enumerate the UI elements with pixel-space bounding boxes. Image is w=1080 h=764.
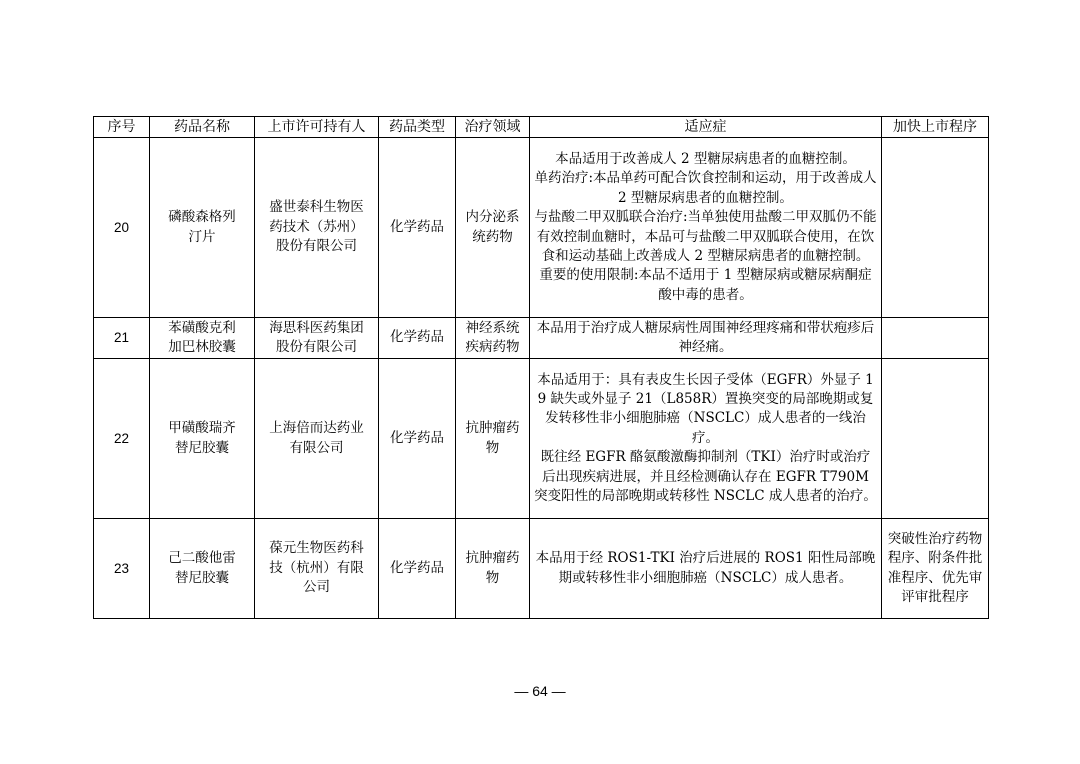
expedited-program xyxy=(882,138,989,318)
drug-type: 化学药品 xyxy=(379,359,456,519)
header-serial-number: 序号 xyxy=(94,117,150,138)
header-indication: 适应症 xyxy=(530,117,882,138)
table-row xyxy=(94,138,989,318)
indication-paragraph: 本品适用于：具有表皮生长因子受体（EGFR）外显子 19 缺失或外显子 21（L858R）置换突变的局部晚期或复发转移性非小细胞肺癌（NSCLC）成人患者的一线治疗。 xyxy=(537,371,874,446)
indication-paragraph: 单药治疗:本品单药可配合饮食控制和运动，用于改善成人 2 型糖尿病患者的血糖控制。 xyxy=(534,170,877,206)
serial-number: 20 xyxy=(94,138,150,318)
table-row xyxy=(94,519,989,619)
indication-paragraph: 本品用于经 ROS1-TKI 治疗后进展的 ROS1 阳性局部晚期或转移性非小细胞肺癌（NSCLC）成人患者。 xyxy=(535,550,876,586)
drug-type: 化学药品 xyxy=(379,318,456,359)
header-therapeutic-area: 治疗领域 xyxy=(456,117,530,138)
drug-name: 苯磺酸克利加巴林胶囊 xyxy=(150,318,255,359)
therapeutic-area: 内分泌系统药物 xyxy=(456,138,530,318)
license-holder: 上海倍而达药业有限公司 xyxy=(255,359,379,519)
therapeutic-area: 抗肿瘤药物 xyxy=(456,519,530,619)
table-header-row xyxy=(94,117,989,138)
header-expedited-program: 加快上市程序 xyxy=(882,117,989,138)
indication-paragraph: 本品用于治疗成人糖尿病性周围神经理疼痛和带状疱疹后神经痛。 xyxy=(536,319,875,355)
drug-name: 己二酸他雷替尼胶囊 xyxy=(150,519,255,619)
license-holder: 葆元生物医药科技（杭州）有限公司 xyxy=(255,519,379,619)
therapeutic-area: 神经系统疾病药物 xyxy=(456,318,530,359)
header-license-holder: 上市许可持有人 xyxy=(255,117,379,138)
expedited-program: 突破性治疗药物程序、附条件批准程序、优先审评审批程序 xyxy=(882,519,989,619)
drug-name: 磷酸森格列汀片 xyxy=(150,138,255,318)
table-row xyxy=(94,318,989,359)
serial-number: 21 xyxy=(94,318,150,359)
serial-number: 22 xyxy=(94,359,150,519)
page-number: — 64 — xyxy=(514,683,566,699)
license-holder: 海思科医药集团股份有限公司 xyxy=(255,318,379,359)
expedited-program xyxy=(882,359,989,519)
indication xyxy=(530,138,882,318)
expedited-program xyxy=(882,318,989,359)
therapeutic-area: 抗肿瘤药物 xyxy=(456,359,530,519)
table-row xyxy=(94,359,989,519)
license-holder: 盛世泰科生物医药技术（苏州）股份有限公司 xyxy=(255,138,379,318)
indication-paragraph: 与盐酸二甲双胍联合治疗:当单独使用盐酸二甲双胍仍不能有效控制血糖时，本品可与盐酸二甲双胍联合使用，在饮食和运动基础上改善成人 2 型糖尿病患者的血糖控制。 xyxy=(534,209,877,264)
drug-approval-table xyxy=(93,116,989,619)
drug-type: 化学药品 xyxy=(379,138,456,318)
drug-type: 化学药品 xyxy=(379,519,456,619)
drug-name: 甲磺酸瑞齐替尼胶囊 xyxy=(150,359,255,519)
indication-paragraph: 重要的使用限制:本品不适用于 1 型糖尿病或糖尿病酮症酸中毒的患者。 xyxy=(539,267,872,303)
indication-paragraph: 既往经 EGFR 酪氨酸激酶抑制剂（TKI）治疗时或治疗后出现疾病进展，并且经检测确认存在 EGFR T790M 突变阳性的局部晚期或转移性 NSCLC 成人患者的治疗。 xyxy=(534,449,877,505)
indication xyxy=(530,519,882,619)
indication xyxy=(530,318,882,359)
indication xyxy=(530,359,882,519)
header-drug-name: 药品名称 xyxy=(150,117,255,138)
serial-number: 23 xyxy=(94,519,150,619)
indication-paragraph: 本品适用于改善成人 2 型糖尿病患者的血糖控制。 xyxy=(555,150,856,167)
header-drug-type: 药品类型 xyxy=(379,117,456,138)
